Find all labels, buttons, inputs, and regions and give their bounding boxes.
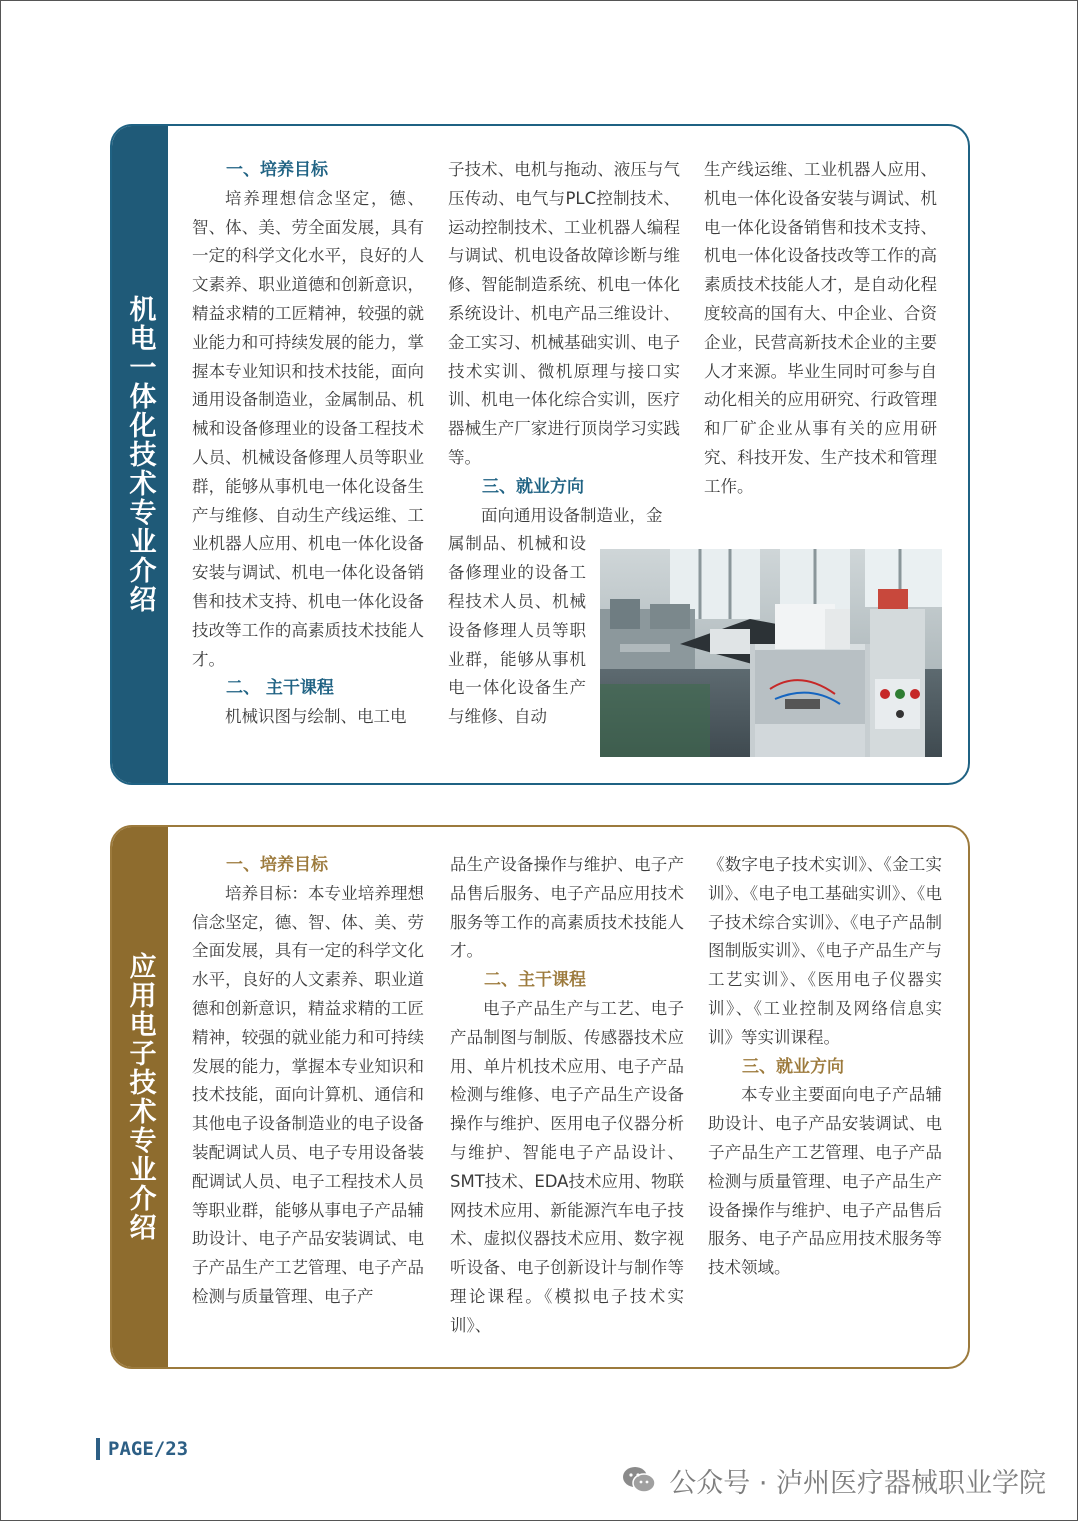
text-column-1 bbox=[192, 851, 424, 1312]
paragraph-courses-cont: 子技术、电机与拖动、液压与气压传动、电气与PLC控制技术、运动控制技术、工业机器人编程与调试、机电设备故障诊断与维修、智能制造系统、机电一体化系统设计、机电产品三维设计、金工实习、机械基础实训、电子技术实训、微机原理与接口实训、机电一体化综合实训，医疗器械生产厂家进行顶岗学习实践等。 bbox=[448, 160, 680, 467]
text-column-2 bbox=[450, 851, 684, 1341]
paragraph-career: 本专业主要面向电子产品辅助设计、电子产品安装调试、电子产品生产工艺管理、电子产品检测与质量管理、电子产品生产设备操作与维护、电子产品售后服务、电子产品应用技术服务等技术领域。 bbox=[708, 1085, 942, 1278]
paragraph-training-goal: 培养理想信念坚定，德、智、体、美、劳全面发展，具有一定的科学文化水平，良好的人文素养、职业道德和创新意识，精益求精的工匠精神，较强的就业能力和可持续发展的能力，掌握本专业知识和技术技能，面向通用设备制造业，金属制品、机械和设备修理业的设备工程技术人员、机械设备修理人员等职业群，能够从事机电一体化设备生产与维修、自动生产线运维、工业机器人应用、机电一体化设备安装与调试、机电一体化设备销售和技术支持、机电一体化设备技改等工作的高素质技术技能人才。 bbox=[192, 188, 424, 669]
heading-main-courses: 二、 主干课程 bbox=[226, 678, 334, 699]
lab-equipment-image bbox=[600, 549, 942, 757]
lab-photo bbox=[600, 549, 942, 757]
section-side-banner bbox=[112, 827, 168, 1367]
heading-career: 三、就业方向 bbox=[482, 476, 584, 497]
wechat-icon bbox=[621, 1465, 657, 1495]
heading-career: 三、就业方向 bbox=[742, 1056, 844, 1077]
heading-main-courses: 二、主干课程 bbox=[484, 970, 586, 991]
text-column-3 bbox=[708, 851, 942, 1283]
text-column-1 bbox=[192, 156, 424, 732]
page-number bbox=[96, 1438, 188, 1460]
paragraph-career-cont: 生产线运维、工业机器人应用、机电一体化设备安装与调试、机电一体化设备销售和技术支持、机电一体化设备技改等工作的高素质技术技能人才，是自动化程度较高的国有大、中企业、合资企业，民营高新技术企业的主要人才来源。毕业生同时可参与自动化相关的应用研究、行政管理和厂矿企业从事有关的应用研究、科技开发、生产技术和管理工作。 bbox=[704, 160, 937, 496]
paragraph-career-2: 属制品、机械和设备修理业的设备工程技术人员、机械设备修理人员等职业群，能够从事机电一体化设备生产与维修、自动 bbox=[448, 534, 586, 727]
heading-training-goal: 一、培养目标 bbox=[226, 855, 328, 875]
wechat-watermark bbox=[621, 1459, 1046, 1501]
text-column-3 bbox=[704, 156, 937, 502]
paragraph-courses-cont: 《数字电子技术实训》、《金工实训》、《电子电工基础实训》、《电子技术综合实训》、《电子产品制图制版实训》、《电子产品生产与工艺实训》、《医用电子仪器实训》、《工业控制及网络信息实训》等实训课程。 bbox=[708, 855, 942, 1047]
section-mechatronics bbox=[110, 124, 970, 785]
section-title: 应用电子技术专业介绍 bbox=[124, 952, 156, 1242]
page-number-text: PAGE/23 bbox=[108, 1438, 189, 1460]
page-number-bar bbox=[96, 1438, 100, 1460]
watermark-text: 公众号 · 泸州医疗器械职业学院 bbox=[669, 1467, 1046, 1499]
paragraph-career-1: 面向通用设备制造业，金 bbox=[481, 505, 663, 525]
paragraph-training-goal: 培养目标：本专业培养理想信念坚定，德、智、体、美、劳全面发展，具有一定的科学文化水平，良好的人文素养、职业道德和创新意识，精益求精的工匠精神，较强的就业能力和可持续发展的能力，掌握本专业知识和技术技能，面向计算机、通信和其他电子设备制造业的电子设备装配调试人员、电子专用设备装配调试人员、电子工程技术人员等职业群，能够从事电子产品辅助设计、电子产品安装调试、电子产品生产工艺管理、电子产品检测与质量管理、电子产 bbox=[192, 883, 424, 1306]
section-title: 机电一体化技术专业介绍 bbox=[124, 295, 156, 614]
section-side-banner bbox=[112, 126, 168, 783]
heading-training-goal: 一、培养目标 bbox=[226, 160, 328, 180]
paragraph-main-courses: 电子产品生产与工艺、电子产品制图与制版、传感器技术应用、单片机技术应用、电子产品检测与维修、电子产品生产设备操作与维护、医用电子仪器分析与维护、智能电子产品设计、SMT技术、EDA技术应用、物联网技术应用、新能源汽车电子技术、虚拟仪器技术应用、数字视听设备、电子创新设计与制作等理论课程。《模拟电子技术实训》、 bbox=[450, 998, 684, 1335]
paragraph-main-courses: 机械识图与绘制、电工电 bbox=[225, 707, 407, 727]
paragraph-training-goal-cont: 品生产设备操作与维护、电子产品售后服务、电子产品应用技术服务等工作的高素质技术技能人才。 bbox=[450, 855, 684, 961]
section-applied-electronics bbox=[110, 825, 970, 1369]
